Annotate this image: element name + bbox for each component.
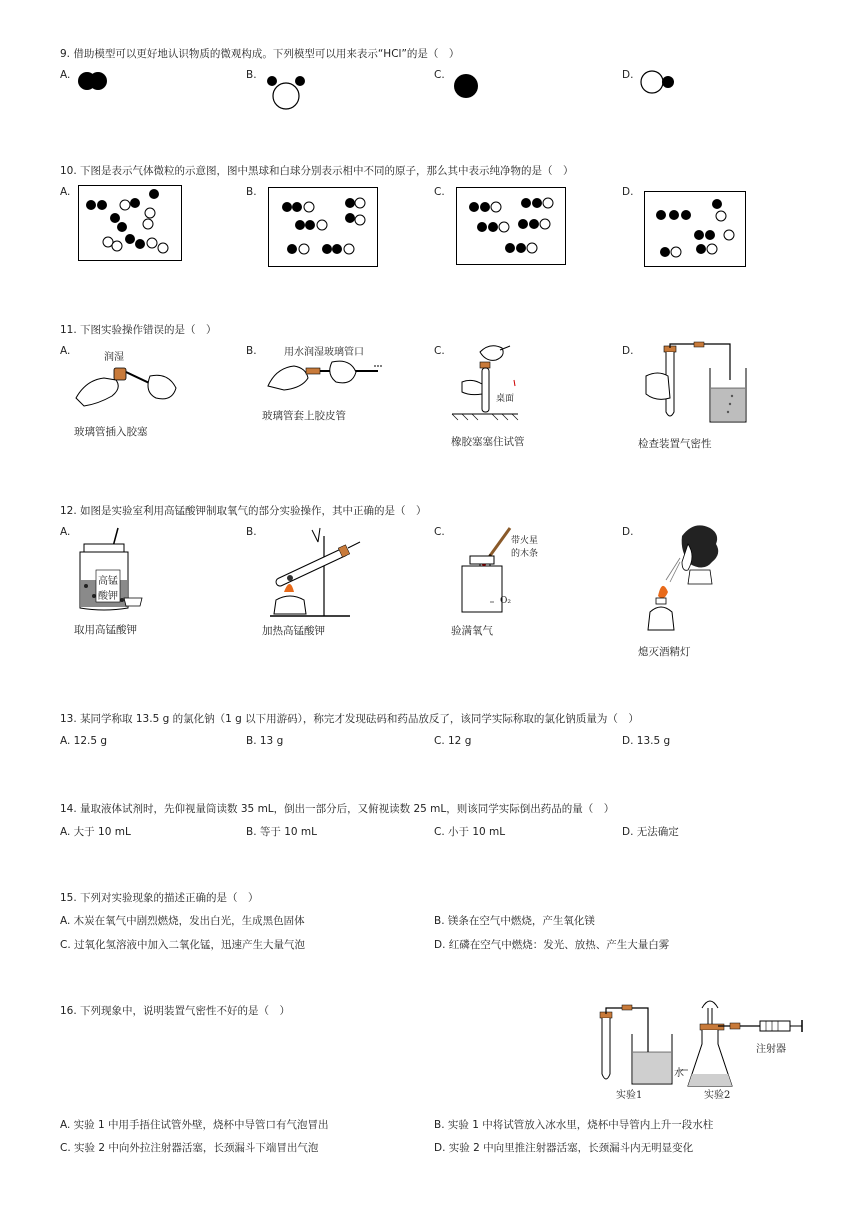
q9-option-b-label: B.	[246, 69, 257, 81]
q12-caption-d: 熄灭酒精灯	[638, 646, 691, 658]
q11-option-a-label: A.	[60, 345, 71, 357]
q11-figure-c-tube-on-desk	[452, 340, 532, 428]
q12c-oxygen-label: O₂	[500, 596, 511, 606]
q11-option-c-label: C.	[434, 345, 445, 357]
q13-option-b: B. 13 g	[246, 735, 284, 747]
q14-option-c: C. 小于 10 mL	[434, 826, 506, 838]
question-11-stem: 11. 下图实验操作错误的是（ ）	[60, 324, 217, 336]
q9-model-c	[452, 72, 482, 102]
q14-option-a: A. 大于 10 mL	[60, 826, 131, 838]
q16-experiment2-label: 实验2	[704, 1090, 731, 1101]
q16-syringe-label: 注射器	[756, 1044, 786, 1055]
question-13-stem: 13. 某同学称取 13.5 g 的氯化钠（1 g 以下用游码），称完才发现砝码和药品放反了，该同学实际称取的氯化钠质量为（ ）	[60, 713, 639, 725]
q10-option-d-label: D.	[622, 186, 634, 198]
q11-figure-b-hands-hose	[262, 356, 386, 396]
q11-caption-b: 玻璃管套上胶皮管	[262, 410, 346, 422]
q10-particles-c	[456, 187, 566, 265]
q12-figure-a-reagent-jar	[74, 526, 146, 616]
q11-caption-c: 橡胶塞塞住试管	[451, 436, 525, 448]
q16-option-b: B. 实验 1 中将试管放入冰水里，烧杯中导管内上升一段水柱	[434, 1119, 714, 1131]
q12c-label-line1: 带火星	[511, 536, 539, 546]
question-15-stem: 15. 下列对实验现象的描述正确的是（ ）	[60, 892, 259, 904]
q13-option-c: C. 12 g	[434, 735, 472, 747]
q9-model-b	[266, 74, 312, 114]
q9-option-d-label: D.	[622, 69, 634, 81]
q12c-label-line2: 的木条	[511, 549, 539, 559]
q16-option-a: A. 实验 1 中用手捂住试管外壁，烧杯中导管口有气泡冒出	[60, 1119, 329, 1131]
question-16-stem: 16. 下列现象中，说明装置气密性不好的是（ ）	[60, 1005, 291, 1017]
q11a-wet-label: 润湿	[104, 352, 124, 363]
q9-option-a-label: A.	[60, 69, 71, 81]
q14-option-d: D. 无法确定	[622, 826, 679, 838]
q10-particles-d	[644, 191, 746, 267]
q11-caption-d: 检查装置气密性	[638, 438, 712, 450]
q9-option-c-label: C.	[434, 69, 445, 81]
q9-model-d	[640, 70, 684, 98]
q12a-label-line1: 高锰	[98, 576, 118, 587]
q10-option-c-label: C.	[434, 186, 445, 198]
q15-option-b: B. 镁条在空气中燃烧，产生氧化镁	[434, 915, 595, 927]
q12-caption-b: 加热高锰酸钾	[262, 625, 325, 637]
q12-caption-c: 验满氧气	[451, 625, 493, 637]
q11-figure-a-hands-tube-stopper	[72, 358, 182, 413]
q13-option-d: D. 13.5 g	[622, 735, 671, 747]
q12-figure-b-heating-setup	[260, 522, 364, 618]
q14-option-b: B. 等于 10 mL	[246, 826, 317, 838]
question-12-stem: 12. 如图是实验室利用高锰酸钾制取氧气的部分实验操作，其中正确的是（ ）	[60, 505, 427, 517]
q12-option-a-label: A.	[60, 526, 71, 538]
q9-model-a	[76, 70, 116, 94]
q10-particles-a	[78, 185, 182, 261]
q16-option-c: C. 实验 2 中向外拉注射器活塞，长颈漏斗下端冒出气泡	[60, 1142, 319, 1154]
q12-figure-d-blowing-lamp	[640, 522, 726, 640]
q11c-desk-label: 桌面	[496, 394, 515, 404]
q11-option-d-label: D.	[622, 345, 634, 357]
q10-option-b-label: B.	[246, 186, 257, 198]
q11-caption-a: 玻璃管插入胶塞	[74, 426, 148, 438]
q12a-label-line2: 酸钾	[98, 591, 118, 602]
q10-particles-b	[268, 187, 378, 267]
q11-figure-d-airtightness-check	[644, 342, 744, 428]
q12-caption-a: 取用高锰酸钾	[74, 624, 137, 636]
q11b-wet-tube-label: 用水润湿玻璃管口	[284, 347, 364, 358]
q12-option-d-label: D.	[622, 526, 634, 538]
q15-option-d: D. 红磷在空气中燃烧：发光、放热、产生大量白雾	[434, 939, 670, 951]
question-9-stem: 9. 借助模型可以更好地认识物质的微观构成。下列模型可以用来表示“HCl”的是（ ）	[60, 48, 460, 60]
q12-option-b-label: B.	[246, 526, 257, 538]
question-10-stem: 10. 下图是表示气体微粒的示意图，图中黑球和白球分别表示相中不同的原子，那么其中表示纯净物的是（ ）	[60, 165, 574, 177]
q13-option-a: A. 12.5 g	[60, 735, 108, 747]
q16-experiment1-label: 实验1	[616, 1090, 643, 1101]
q15-option-a: A. 木炭在氧气中剧烈燃烧，发出白光，生成黑色固体	[60, 915, 305, 927]
question-14-stem: 14. 量取液体试剂时，先仰视量筒读数 35 mL，倒出一部分后，又俯视读数 25 mL，则该同学实际倒出药品的量（ ）	[60, 803, 615, 815]
q12-option-c-label: C.	[434, 526, 445, 538]
q16-option-d: D. 实验 2 中向里推注射器活塞，长颈漏斗内无明显变化	[434, 1142, 694, 1154]
q11-option-b-label: B.	[246, 345, 257, 357]
q10-option-a-label: A.	[60, 186, 71, 198]
q15-option-c: C. 过氧化氢溶液中加入二氧化锰，迅速产生大量气泡	[60, 939, 306, 951]
q16-water-label: 水	[674, 1068, 684, 1079]
